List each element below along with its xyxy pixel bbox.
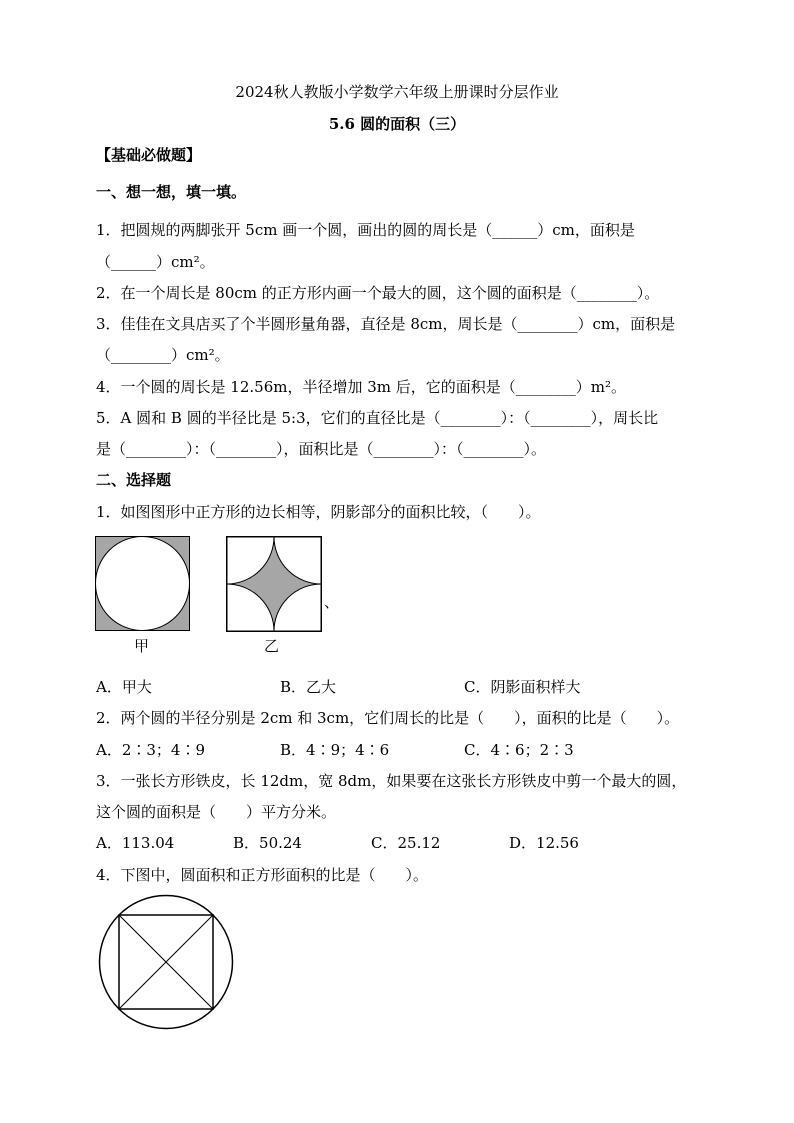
part1-q2: 2．在一个周长是 80cm 的正方形内画一个最大的圆，这个圆的面积是（________）。	[96, 284, 660, 302]
part1-q5-line1: 5．A 圆和 B 圆的半径比是 5:3，它们的直径比是（________）：（________），周长比	[96, 409, 659, 427]
part2-heading: 二、选择题	[96, 471, 172, 489]
part2-q2-option-c: C．4∶6；2∶3	[464, 741, 574, 759]
figure-yi-mark: 、	[324, 593, 340, 611]
part2-q3-option-a: A．113.04	[96, 834, 175, 852]
part1-q4: 4．一个圆的周长是 12.56m，半径增加 3m 后，它的面积是（________）m²。	[96, 378, 627, 396]
part1-q1-line1: 1．把圆规的两脚张开 5cm 画一个圆，画出的圆的周长是（______）cm，面积是	[96, 221, 635, 239]
part1-q3-line1: 3．佳佳在文具店买了个半圆形量角器，直径是 8cm，周长是（________）cm，面积是	[96, 315, 676, 333]
part1-q5-line2: 是（________）：（________），面积比是（________）：（________）。	[96, 440, 547, 458]
part2-q2: 2．两个圆的半径分别是 2cm 和 3cm，它们周长的比是（ ），面积的比是（ ）。	[96, 709, 680, 727]
part1-q3-line2: （________）cm²。	[96, 346, 230, 364]
figure-yi-label: 乙	[264, 637, 280, 655]
figure-jia-circle	[96, 537, 190, 631]
part2-q1: 1．如图图形中正方形的边长相等，阴影部分的面积比较，（ ）。	[96, 503, 541, 521]
part2-q4: 4．下图中，圆面积和正方形面积的比是（ ）。	[96, 866, 429, 884]
figure-jia-label: 甲	[134, 637, 150, 655]
part1-q1-line2: （______）cm²。	[96, 253, 215, 271]
part2-q3-line2: 这个圆的面积是（ ）平方分米。	[96, 803, 337, 821]
part2-q3-option-b: B．50.24	[233, 834, 302, 852]
section-basic: 【基础必做题】	[96, 146, 202, 164]
figure-yi	[226, 536, 322, 632]
part2-q2-option-b: B．4∶9；4∶6	[280, 741, 390, 759]
part2-q1-option-a: A．甲大	[96, 678, 152, 696]
page-subtitle: 5.6 圆的面积（三）	[328, 115, 466, 133]
part2-q3-option-c: C．25.12	[371, 834, 441, 852]
figure-jia	[95, 536, 190, 631]
part1-heading: 一、想一想，填一填。	[96, 183, 247, 201]
figure-circle-square	[98, 894, 234, 1030]
part2-q2-option-a: A．2∶3；4∶9	[96, 741, 206, 759]
part2-q1-option-b: B．乙大	[280, 678, 337, 696]
page-title: 2024秋人教版小学数学六年级上册课时分层作业	[235, 83, 559, 101]
part2-q1-option-c: C．阴影面积样大	[464, 678, 581, 696]
part2-q3-line1: 3．一张长方形铁皮，长 12dm，宽 8dm，如果要在这张长方形铁皮中剪一个最大的圆，	[96, 772, 687, 790]
part2-q3-option-d: D．12.56	[509, 834, 579, 852]
